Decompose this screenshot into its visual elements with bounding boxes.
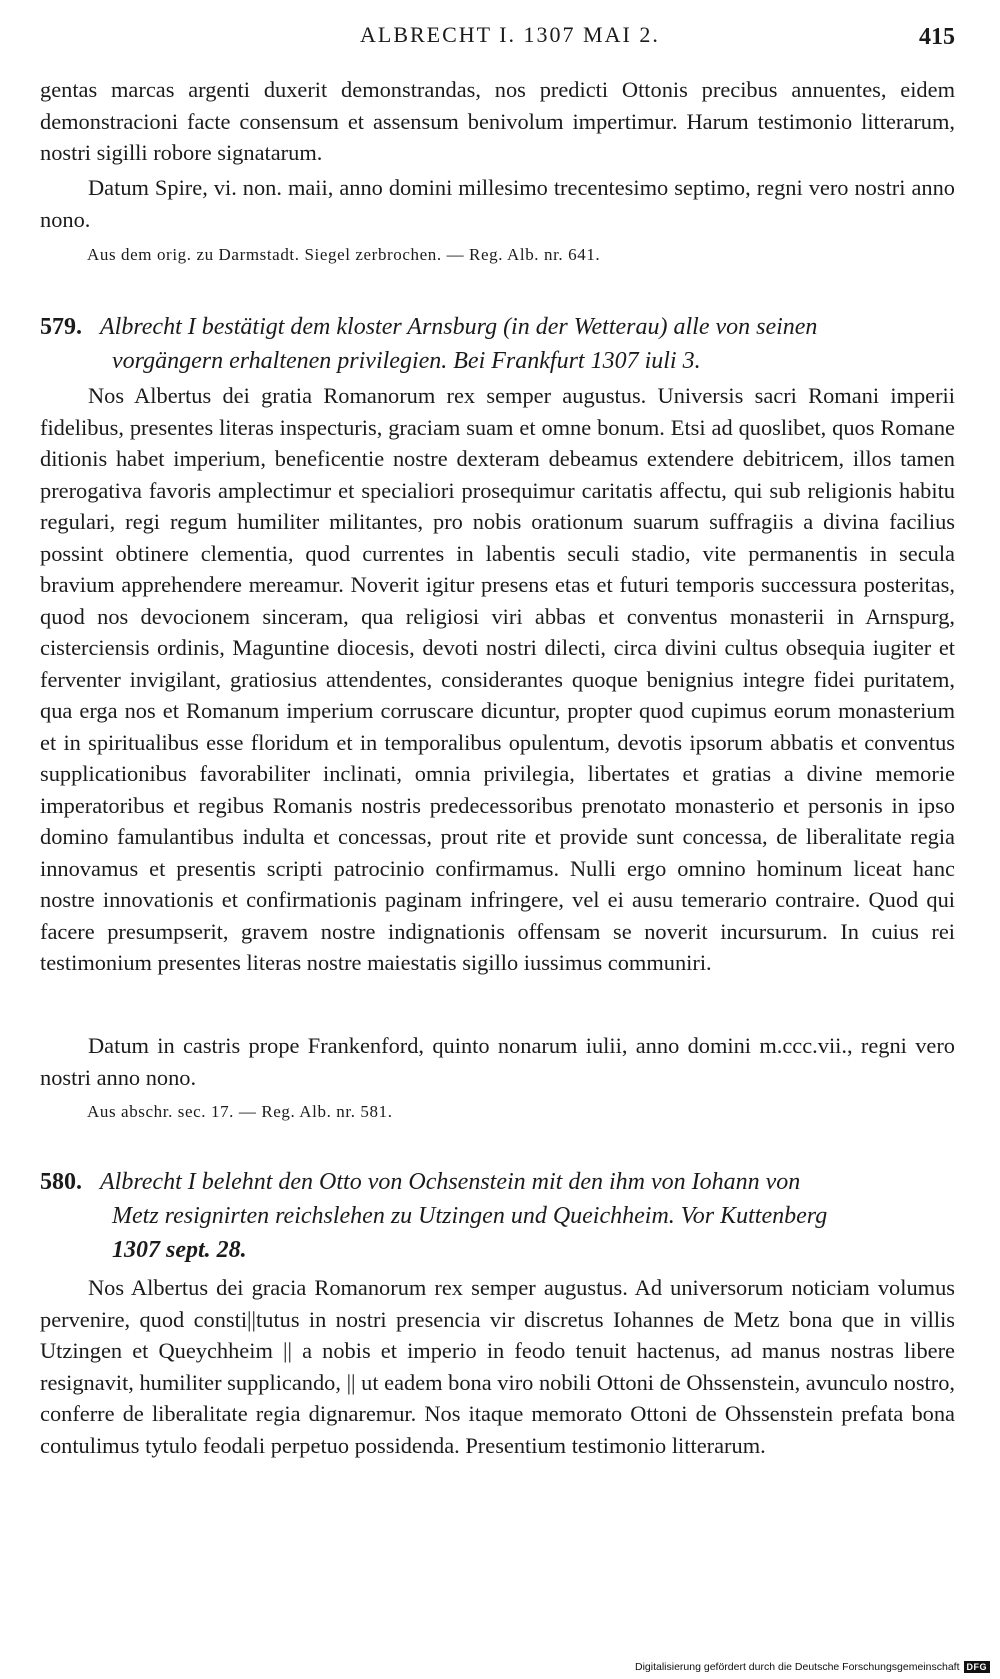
page-header <box>40 18 955 52</box>
dfg-logo: DFG <box>964 1661 991 1673</box>
entry-number: 579. <box>40 314 82 340</box>
entry-number: 580. <box>40 1169 82 1195</box>
entry-heading-580 <box>40 1165 955 1267</box>
entry-title-line: Albrecht I belehnt den Otto von Ochsenstein mit den ihm von Iohann von <box>100 1169 801 1195</box>
running-head: ALBRECHT I. 1307 MAI 2. <box>360 22 660 47</box>
dating-clause-578: Datum Spire, vi. non. maii, anno domini millesimo trecentesimo septimo, regni vero nostri anno nono. <box>40 175 955 232</box>
paragraph-continuation: gentas marcas argenti duxerit demonstrandas, nos predicti Ottonis precibus annuentes, eidem demonstracioni facte consensum et assensum benivolum impertimur. Harum testimonio litterarum, nostri sigilli robore signatarum. <box>40 77 955 165</box>
entry-heading-579 <box>40 310 955 378</box>
entry-title-line: vorgängern erhaltenen privilegien. Bei Frankfurt 1307 iuli 3. <box>112 348 701 374</box>
charter-text-580: Nos Albertus dei gracia Romanorum rex semper augustus. Ad universorum noticiam volumus pervenire, quod consti||tutus in nostri presencia vir discretus Iohannes de Metz bona que in villis Utzingen et Queychheim || a nobis et imperio in feodo tenuit hactenus, ad manus nostras libere resignavit, humiliter supplicando, || ut eadem bona viro nobili Ottoni de Ohssenstein, avunculo nostro, conferre de liberalitate regia dignaremur. Nos itaque memorato Ottoni de Ohssenstein prefata bona contulimus tytulo feodali perpetuo possidenda. Presentium testimonio litterarum. <box>40 1275 956 1458</box>
entry-title-line: 1307 sept. 28. <box>112 1237 247 1263</box>
entry-title-line: Metz resignirten reichslehen zu Utzingen und Queichheim. Vor Kuttenberg <box>112 1203 828 1229</box>
entry-title-line: Albrecht I bestätigt dem kloster Arnsburg (in der Wetterau) alle von seinen <box>100 314 818 340</box>
page-number: 415 <box>919 24 955 50</box>
digitization-credit <box>635 1661 990 1673</box>
source-note-579: Aus abschr. sec. 17. — Reg. Alb. nr. 581. <box>87 1102 393 1121</box>
charter-text-579: Nos Albertus dei gratia Romanorum rex semper augustus. Universis sacri Romani imperii fidelibus, presentes literas inspecturis, graciam suam et omne bonum. Etsi ad quoslibet, quos Romane ditionis habet imperium, beneficentie nostre dexteram debeamus extendere debitricem, illos tamen prerogativa favoris amplectimur et specialiori prosequimur caritatis affectu, qui sub religionis habitu regulari, regi regum humiliter militantes, pro nobis orationum suarum suffragiis a divina facilius possint obtinere clementia, quod currentes in labentis seculi stadio, vite permanentis in secula bravium apprehendere mereamur. Noverit igitur presens etas et futuri temporis successura posteritas, quod nos devocionem sinceram, qua religiosi viri abbas et conventus monasterii in Arnspurg, cisterciensis ordinis, Maguntine diocesis, devoti nostri dilecti, circa divini cultus obsequia iugiter et ferventer invigilant, gratiosius attendentes, considerantes quoque benignius integre fidei puritatem, qua erga nos et Romanum imperium corruscare dicuntur, propter quod cupimus eorum monasterium et in spiritualibus esse floridum et in temporalibus opulentum, devotis ipsorum abbatis et conventus supplicationibus favorabiliter inclinati, omnia privilegia, libertates et gratias a divine memorie imperatoribus et regibus Romanis nostris predecessoribus prenotato monasterio et personis in ipso domino famulantibus indulta et concessas, prout rite et provide sunt concessa, de liberalitate regia innovamus et presentis scripti patrocinio confirmamus. Nulli ergo omnino hominum liceat hanc nostre innovationis et confirmationis paginam infringere, vel ei ausu temerario contraire. Quod qui facere presumpserit, gravem nostre indignationis offensam se noverit incursurum. In cuius rei testimonium presentes literas nostre maiestatis sigillo iussimus communiri. <box>40 383 955 975</box>
dating-clause-579: Datum in castris prope Frankenford, quinto nonarum iulii, anno domini m.ccc.vii., regni vero nostri anno nono. <box>40 1033 955 1090</box>
credit-text: Digitalisierung gefördert durch die Deutsche Forschungsgemeinschaft <box>634 1661 960 1673</box>
source-note-578: Aus dem orig. zu Darmstadt. Siegel zerbrochen. — Reg. Alb. nr. 641. <box>87 245 601 264</box>
